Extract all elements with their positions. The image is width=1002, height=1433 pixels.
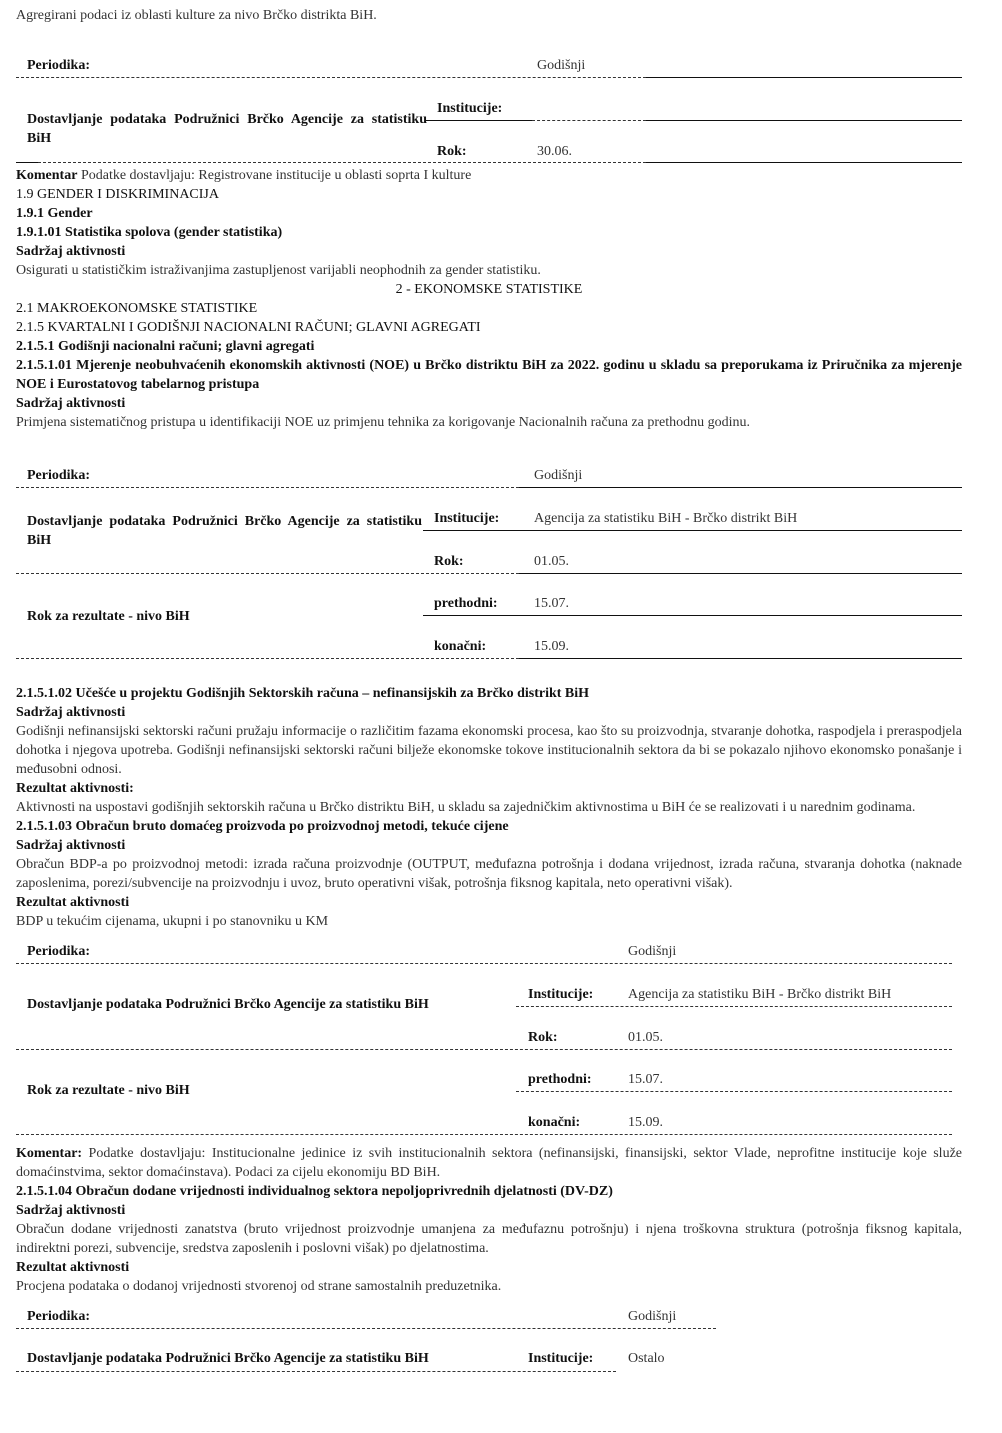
rezultat-heading: Rezultat aktivnosti: <box>16 781 134 796</box>
separator <box>16 1134 952 1135</box>
separator <box>516 1006 952 1007</box>
dostavljanje-label: Dostavljanje podataka Podružnici Brčko Agencije za statistiku BiH <box>27 514 422 548</box>
sadrzaj-heading: Sadržaj aktivnosti <box>16 838 126 853</box>
separator <box>516 1091 952 1092</box>
dostavljanje-label: Dostavljanje podataka Podružnici Brčko Agencije za statistiku BiH <box>27 112 427 146</box>
rezultat-heading: Rezultat aktivnosti <box>16 895 130 910</box>
separator <box>423 615 519 616</box>
separator <box>423 530 519 531</box>
institucije-value: Agencija za statistiku BiH - Brčko distrikt BiH <box>534 511 798 526</box>
activity-text: Primjena sistematičnog pristupa u identifikaciji NOE uz primjenu tehnika za korigovanje Nacionalnih računa za prethodnu godinu. <box>16 415 751 430</box>
intro-text: Agregirani podaci iz oblasti kulture za nivo Brčko distrikta BiH. <box>16 8 377 23</box>
institucije-value: Ostalo <box>628 1351 665 1366</box>
institucije-label: Institucije: <box>528 987 594 1002</box>
periodika-value: Godišnji <box>537 58 586 73</box>
heading-2-1-5-1-02: 2.1.5.1.02 Učešće u projektu Godišnjih Sektorskih računa – nefinansijskih za Brčko distrikt BiH <box>16 686 590 701</box>
prethodni-label: prethodni: <box>434 596 498 611</box>
separator <box>16 963 952 964</box>
separator <box>646 120 962 121</box>
rok-label: Rok: <box>528 1030 558 1045</box>
separator <box>519 530 962 531</box>
rok-rezultate-label: Rok za rezultate - nivo BiH <box>27 1083 190 1098</box>
result-text: BDP u tekućim cijenama, ukupni i po stanovniku u KM <box>16 914 329 929</box>
heading-1-9-1: 1.9.1 Gender <box>16 206 93 221</box>
result-text: Aktivnosti na uspostavi godišnjih sektorskih računa u Brčko distriktu BiH, u skladu sa zajedničkim aktivnostima u BiH će se realizovati i u narednim godinama. <box>16 800 916 815</box>
rok-label: Rok: <box>437 144 467 159</box>
separator <box>16 487 519 488</box>
rok-rezultate-label: Rok za rezultate - nivo BiH <box>27 609 190 624</box>
konacni-label: konačni: <box>434 639 487 654</box>
heading-1-9: 1.9 GENDER I DISKRIMINACIJA <box>16 187 219 202</box>
periodika-value: Godišnji <box>534 468 583 483</box>
konacni-value: 15.09. <box>628 1115 663 1130</box>
heading-2-1-5-1-01: 2.1.5.1.01 Mjerenje neobuhvaćenih ekonomskih aktivnosti (NOE) u Brčko distriktu BiH za 2022. godinu u skladu sa preporukama iz Priručnika za mjerenje NOE i Eurostatovog tabelarnog pristupa <box>16 358 962 392</box>
sadrzaj-heading: Sadržaj aktivnosti <box>16 244 126 259</box>
dostavljanje-label: Dostavljanje podataka Podružnici Brčko Agencije za statistiku BiH <box>27 997 429 1012</box>
heading-2-1-5-1-03: 2.1.5.1.03 Obračun bruto domaćeg proizvoda po proizvodnoj metodi, tekuće cijene <box>16 819 509 834</box>
dostavljanje-label: Dostavljanje podataka Podružnici Brčko Agencije za statistiku BiH <box>27 1351 429 1366</box>
konacni-label: konačni: <box>528 1115 581 1130</box>
sadrzaj-heading: Sadržaj aktivnosti <box>16 396 126 411</box>
prethodni-label: prethodni: <box>528 1072 592 1087</box>
document-page <box>16 6 962 1386</box>
activity-text: Osigurati u statističkim istraživanjima zastupljenost varijabli neophodnih za gender statistiku. <box>16 263 541 278</box>
separator <box>519 615 962 616</box>
sadrzaj-heading: Sadržaj aktivnosti <box>16 1203 126 1218</box>
separator <box>519 573 962 574</box>
info-table-1 <box>16 35 962 183</box>
periodika-label: Periodika: <box>27 944 90 959</box>
separator <box>426 120 532 121</box>
komentar-label: Komentar <box>16 168 78 183</box>
rok-label: Rok: <box>434 554 464 569</box>
institucije-value: Agencija za statistiku BiH - Brčko distrikt BiH <box>628 987 892 1002</box>
institucije-label: Institucije: <box>528 1351 594 1366</box>
comment-text: Podatke dostavljaju: Institucionalne jedinice iz svih institucionalnih sektora (nefinansijski, finansijski, sektor Vlade, neprofitne institucije koje služe domaćinstvima, sektor domaćinstava). Podaci za cijelu ekonomiju BD BiH. <box>16 1146 963 1180</box>
separator <box>16 77 646 78</box>
activity-text: Godišnji nefinansijski sektorski računi pružaju informacije o različitim fazama ekonomski procesa, kao što su proizvodnja, stvaranje dohotka, raspodjela i preraspodjela dohotka i njegova upotreba. Godišnji nefinansijski sektorski računi bilježe ekonomske tokove institucionalnih sektora da bi se pokazalo njihovo ekonomsko ponašanje i međusobni odnosi. <box>16 724 962 777</box>
comment-3 <box>16 1144 962 1182</box>
info-table-3 <box>16 931 962 1144</box>
institucije-label: Institucije: <box>437 101 503 116</box>
prethodni-value: 15.07. <box>628 1072 663 1087</box>
separator <box>532 120 646 121</box>
info-table-4 <box>16 1296 962 1386</box>
activity-text: Obračun dodane vrijednosti zanatstva (bruto vrijednost proizvodnje umanjena za međufaznu potrošnju) i njena troškovna struktura (potrošnja fiksnog kapitala, indirektni porezi, subvencije, sredstva zaposlenih i poslovni višak) po djelatnostima. <box>16 1222 962 1256</box>
periodika-label: Periodika: <box>27 1309 90 1324</box>
periodika-value: Godišnji <box>628 944 677 959</box>
info-table-2 <box>16 432 962 672</box>
heading-2-1-5: 2.1.5 KVARTALNI I GODIŠNJI NACIONALNI RAČUNI; GLAVNI AGREGATI <box>16 320 481 335</box>
institucije-label: Institucije: <box>434 511 500 526</box>
separator <box>519 658 962 659</box>
separator <box>646 162 962 163</box>
separator <box>16 162 38 163</box>
result-text: Procjena podataka o dodanoj vrijednosti stvorenoj od strane samostalnih preduzetnika. <box>16 1279 502 1294</box>
separator <box>16 658 519 659</box>
separator <box>519 487 962 488</box>
rezultat-heading: Rezultat aktivnosti <box>16 1260 130 1275</box>
separator <box>16 1328 716 1329</box>
separator <box>38 162 646 163</box>
activity-text: Obračun BDP-a po proizvodnoj metodi: izrada računa proizvodnje (OUTPUT, međufazna potrošnja i dodana vrijednost, izrada računa, stvaranja dohotka (naknade zaposlenima, porezi/subvencije na proizvodnju i uvoz, bruto operativni višak, potrošnja fiksnog kapitala, neto operativni višak). <box>16 857 962 891</box>
heading-2-1: 2.1 MAKROEKONOMSKE STATISTIKE <box>16 301 258 316</box>
periodika-value: Godišnji <box>628 1309 677 1324</box>
separator <box>16 573 519 574</box>
rok-value: 01.05. <box>628 1030 663 1045</box>
separator <box>16 1049 952 1050</box>
heading-1-9-1-01: 1.9.1.01 Statistika spolova (gender statistika) <box>16 225 283 240</box>
comment-text: Podatke dostavljaju: Registrovane institucije u oblasti soprta I kulture <box>80 168 472 183</box>
konacni-value: 15.09. <box>534 639 569 654</box>
komentar-label: Komentar: <box>16 1146 83 1161</box>
sadrzaj-heading: Sadržaj aktivnosti <box>16 705 126 720</box>
periodika-label: Periodika: <box>27 58 90 73</box>
heading-2-1-5-1: 2.1.5.1 Godišnji nacionalni računi; glavni agregati <box>16 339 315 354</box>
rok-value: 30.06. <box>537 144 572 159</box>
separator <box>16 1371 616 1372</box>
rok-value: 01.05. <box>534 554 569 569</box>
separator <box>646 77 962 78</box>
periodika-label: Periodika: <box>27 468 90 483</box>
prethodni-value: 15.07. <box>534 596 569 611</box>
heading-2-1-5-1-04: 2.1.5.1.04 Obračun dodane vrijednosti individualnog sektora nepoljoprivrednih djelatnosti (DV-DZ) <box>16 1184 613 1199</box>
chapter-heading: 2 - EKONOMSKE STATISTIKE <box>395 282 583 297</box>
